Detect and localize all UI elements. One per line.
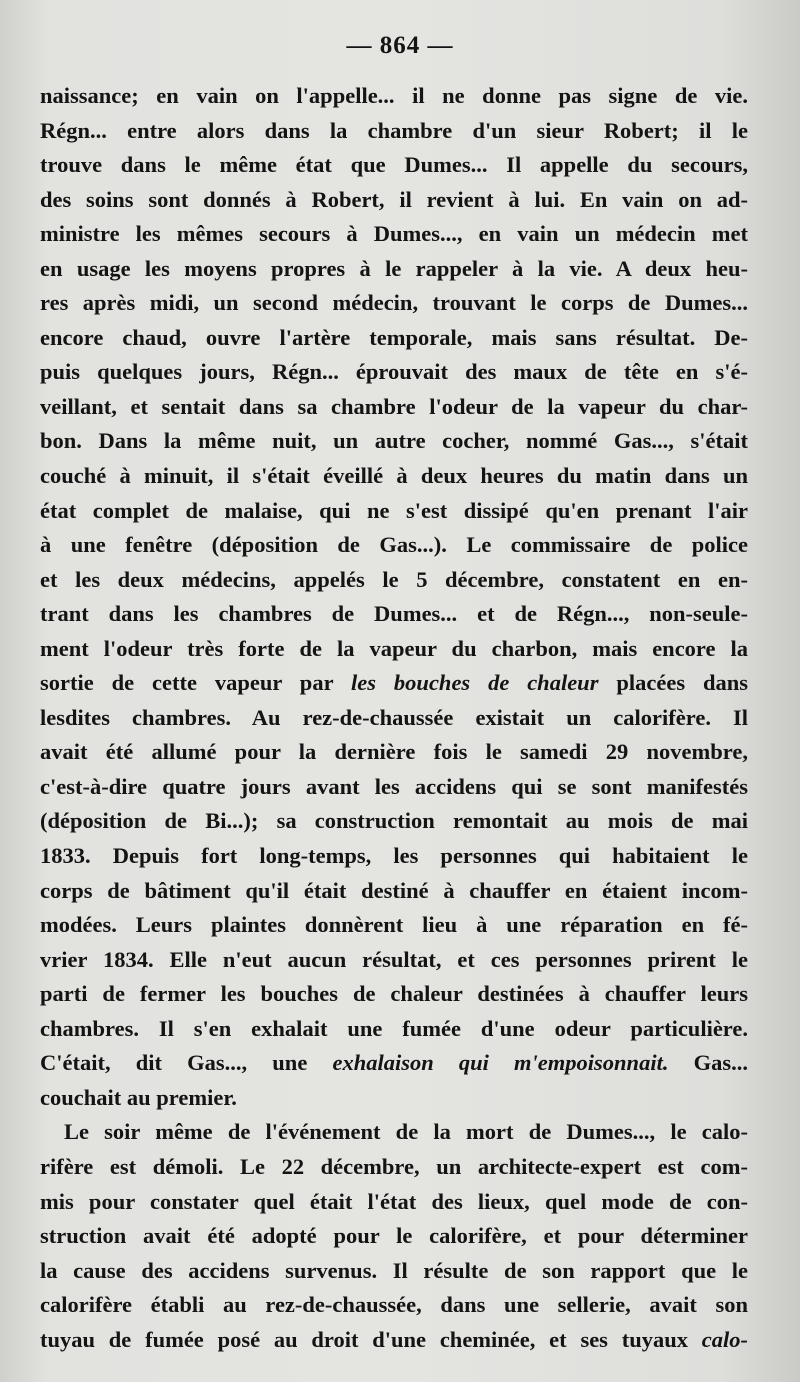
text-line: couché à minuit, il s'était éveillé à deux heures du matin dans un bbox=[40, 463, 748, 489]
text-line: la cause des accidens survenus. Il résulte de son rapport que le bbox=[40, 1257, 748, 1283]
text-line-with-italic bbox=[40, 1046, 748, 1081]
text-run: tuyau de fumée posé au droit d'une cheminée, et ses tuyaux bbox=[40, 1326, 702, 1352]
text-line: veillant, et sentait dans sa chambre l'odeur de la vapeur du char- bbox=[40, 393, 748, 419]
text-line: puis quelques jours, Régn... éprouvait des maux de tête en s'é- bbox=[40, 359, 748, 385]
text-run: C'était, dit Gas..., une bbox=[40, 1050, 333, 1076]
text-line: chambres. Il s'en exhalait une fumée d'une odeur particulière. bbox=[40, 1015, 748, 1041]
text-line: à une fenêtre (déposition de Gas...). Le commissaire de police bbox=[40, 532, 748, 558]
text-line: 1833. Depuis fort long-temps, les personnes qui habitaient le bbox=[40, 843, 748, 869]
text-line: calorifère établi au rez-de-chaussée, dans une sellerie, avait son bbox=[40, 1292, 748, 1318]
text-line: lesdites chambres. Au rez-de-chaussée existait un calorifère. Il bbox=[40, 704, 748, 730]
text-line: bon. Dans la même nuit, un autre cocher, nommé Gas..., s'était bbox=[40, 428, 748, 454]
text-line: res après midi, un second médecin, trouvant le corps de Dumes... bbox=[40, 290, 748, 316]
text-line: en usage les moyens propres à le rappeler à la vie. A deux heu- bbox=[40, 255, 748, 281]
text-line: c'est-à-dire quatre jours avant les accidens qui se sont manifestés bbox=[40, 773, 748, 799]
text-line-with-italic bbox=[40, 666, 748, 701]
text-line: des soins sont donnés à Robert, il revient à lui. En vain on ad- bbox=[40, 186, 748, 212]
italic-phrase: les bouches de chaleur bbox=[351, 670, 599, 696]
text-line: parti de fermer les bouches de chaleur destinées à chauffer leurs bbox=[40, 981, 748, 1007]
text-run: placées dans bbox=[598, 670, 749, 696]
body-text bbox=[40, 79, 748, 1357]
text-line: encore chaud, ouvre l'artère temporale, mais sans résultat. De- bbox=[40, 324, 748, 350]
text-line: ment l'odeur très forte de la vapeur du charbon, mais encore la bbox=[40, 635, 748, 661]
text-line: naissance; en vain on l'appelle... il ne donne pas signe de vie. bbox=[40, 83, 748, 108]
text-run: sortie de cette vapeur par bbox=[40, 670, 352, 696]
text-line: trouve dans le même état que Dumes... Il appelle du secours, bbox=[40, 152, 748, 178]
italic-phrase: exhalaison qui m'empoisonnait. bbox=[332, 1050, 669, 1076]
text-line: modées. Leurs plaintes donnèrent lieu à une réparation en fé- bbox=[40, 912, 748, 938]
text-line: Le soir même de l'événement de la mort de Dumes..., le calo- bbox=[64, 1119, 748, 1145]
text-line: struction avait été adopté pour le calorifère, et pour déterminer bbox=[40, 1223, 748, 1249]
text-line: et les deux médecins, appelés le 5 décembre, constatent en en- bbox=[40, 566, 748, 592]
text-line: trant dans les chambres de Dumes... et de Régn..., non-seule- bbox=[40, 601, 748, 627]
text-line: mis pour constater quel était l'état des lieux, quel mode de con- bbox=[40, 1188, 748, 1214]
text-run: Gas... bbox=[668, 1050, 748, 1076]
text-line: avait été allumé pour la dernière fois le samedi 29 novembre, bbox=[40, 739, 748, 765]
text-line: corps de bâtiment qu'il était destiné à chauffer en étaient incom- bbox=[40, 877, 748, 903]
text-line: Régn... entre alors dans la chambre d'un sieur Robert; il le bbox=[40, 117, 748, 143]
text-line: couchait au premier. bbox=[40, 1084, 237, 1110]
text-line: état complet de malaise, qui ne s'est dissipé qu'en prenant l'air bbox=[40, 497, 748, 523]
italic-phrase: calo- bbox=[701, 1326, 748, 1352]
text-line: ministre les mêmes secours à Dumes..., en vain un médecin met bbox=[40, 221, 748, 247]
text-line-with-italic bbox=[40, 1323, 748, 1358]
text-line: (déposition de Bi...); sa construction remontait au mois de mai bbox=[40, 808, 748, 834]
page-number: — 864 — bbox=[346, 32, 454, 59]
text-line: vrier 1834. Elle n'eut aucun résultat, et ces personnes prirent le bbox=[40, 946, 748, 972]
text-line: rifère est démoli. Le 22 décembre, un architecte-expert est com- bbox=[40, 1153, 748, 1179]
